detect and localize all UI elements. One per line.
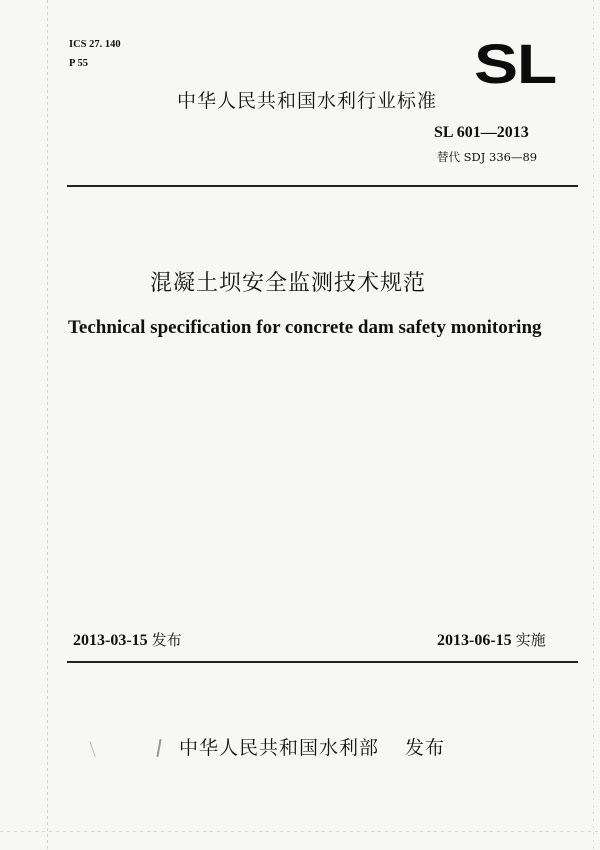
publisher — [179, 739, 445, 758]
publisher-name: 中华人民共和国水利部 — [179, 737, 380, 759]
standard-number: SL 601—2013 — [434, 124, 529, 141]
scan-edge-bottom — [0, 831, 600, 832]
industry-standard-title: 中华人民共和国水利行业标准 — [177, 90, 438, 112]
scan-edge-left — [47, 0, 48, 850]
issue-date — [73, 633, 182, 649]
issue-date-label: 发布 — [151, 631, 182, 649]
classification-code: P 55 — [69, 58, 88, 69]
document-title-chinese: 混凝土坝安全监测技术规范 — [150, 271, 427, 296]
sl-logo: SL — [474, 32, 557, 95]
replaces-standard: 替代 SDJ 336—89 — [437, 150, 538, 164]
implementation-date — [437, 633, 546, 649]
document-title-english: Technical specification for concrete dam safety monitoring — [68, 317, 542, 338]
issue-date-value: 2013-03-15 — [73, 632, 148, 649]
implementation-date-label: 实施 — [515, 631, 546, 649]
publisher-action: 发布 — [405, 737, 446, 759]
implementation-date-value: 2013-06-15 — [437, 632, 512, 649]
top-divider — [67, 185, 578, 187]
bottom-divider — [67, 661, 578, 663]
scan-speck — [156, 739, 161, 757]
scan-edge-right — [593, 0, 594, 850]
scan-speck — [89, 741, 95, 756]
ics-code: ICS 27. 140 — [69, 39, 121, 50]
